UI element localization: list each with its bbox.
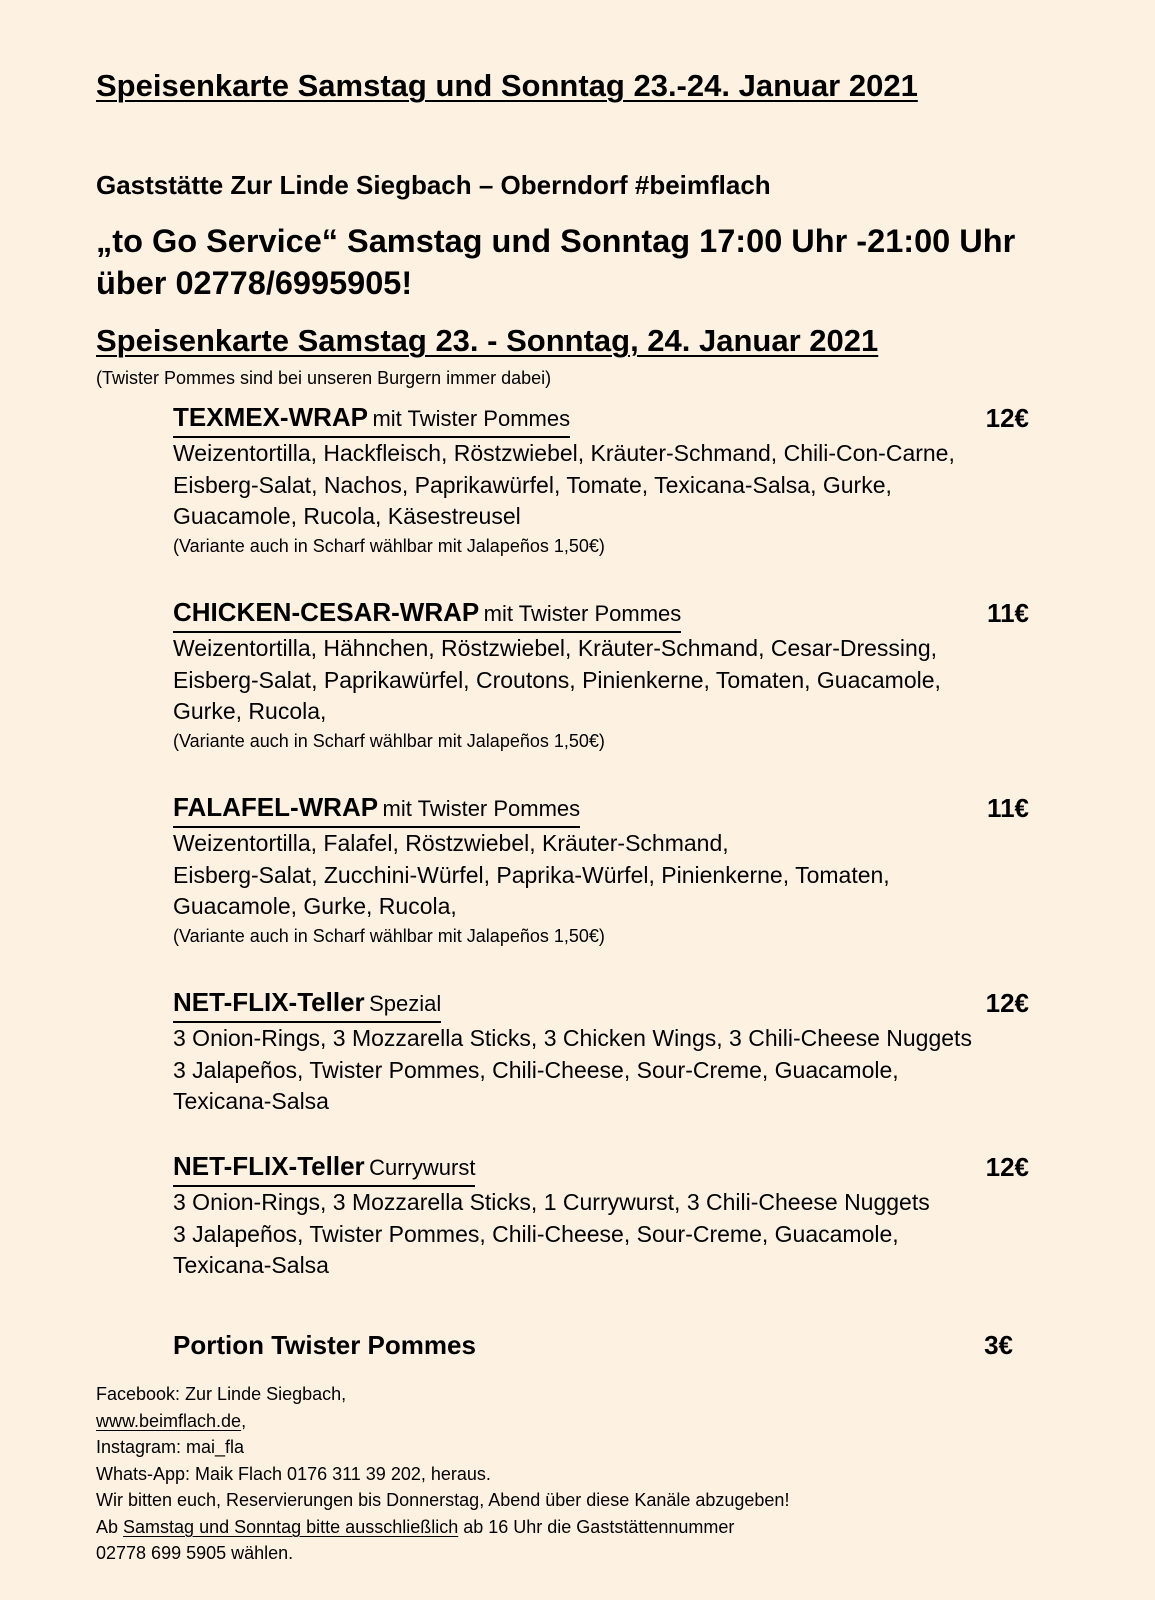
item-desc-line: Eisberg-Salat, Nachos, Paprikawürfel, Tomate, Texicana-Salsa, Gurke, [173,471,892,498]
restaurant-name: Gaststätte Zur Linde Siegbach – Oberndorf #beimflach [96,170,771,200]
item-name: NET-FLIX-Teller [173,987,365,1017]
facebook-line: Facebook: Zur Linde Siegbach, [96,1384,347,1404]
item-headline [173,598,681,633]
item-name: TEXMEX-WRAP [173,402,368,432]
item-name: Portion Twister Pommes [173,1330,476,1360]
website-line [96,1408,789,1435]
phone-emphasis: Samstag und Sonntag bitte ausschließlich [123,1516,459,1537]
item-desc-line: 3 Jalapeños, Twister Pommes, Chili-Cheese, Sour-Creme, Guacamole, [173,1056,899,1083]
menu-subtitle: Speisenkarte Samstag 23. - Sonntag, 24. Januar 2021 [96,323,879,358]
item-desc-line: Weizentortilla, Hackfleisch, Röstzwiebel, Kräuter-Schmand, Chili-Con-Carne, [173,440,955,466]
phone-suffix: ab 16 Uhr die Gaststättennummer [458,1516,735,1537]
website-link[interactable]: www.beimflach.de [96,1410,242,1431]
item-desc-line: Gurke, Rucola, [173,698,327,724]
item-name: NET-FLIX-Teller [173,1151,365,1181]
item-suffix: Spezial [369,991,442,1016]
phone-instruction-line [96,1514,789,1541]
item-headline [173,1152,475,1187]
item-desc-line: Eisberg-Salat, Paprikawürfel, Croutons, Pinienkerne, Tomaten, Guacamole, [173,666,941,693]
menu-item-falafel-wrap [173,793,1053,949]
item-price: 12€ [985,988,1029,1018]
menu-item-netflix-teller-spezial [173,988,1053,1118]
phone-number-line: 02778 699 5905 wählen. [96,1543,294,1563]
menu-item-portion-pommes [173,1330,1053,1364]
menu-item-netflix-teller-currywurst [173,1152,1053,1282]
instagram-line: Instagram: mai_fla [96,1437,245,1457]
item-variant-note: (Variante auch in Scharf wählbar mit Jalapeños 1,50€) [173,535,605,556]
item-desc-line: 3 Onion-Rings, 3 Mozzarella Sticks, 1 Currywurst, 3 Chili-Cheese Nuggets [173,1189,930,1215]
item-suffix: Currywurst [369,1155,476,1180]
item-desc-line: 3 Onion-Rings, 3 Mozzarella Sticks, 3 Chicken Wings, 3 Chili-Cheese Nuggets [173,1025,972,1051]
menu-item-chicken-cesar-wrap [173,598,1053,754]
page-title: Speisenkarte Samstag und Sonntag 23.-24. Januar 2021 [96,68,918,103]
item-desc-line: 3 Jalapeños, Twister Pommes, Chili-Cheese, Sour-Creme, Guacamole, [173,1220,899,1247]
whatsapp-line: Whats-App: Maik Flach 0176 311 39 202, heraus. [96,1463,491,1484]
item-desc-line: Texicana-Salsa [173,1252,329,1278]
item-price: 3€ [984,1330,1013,1360]
item-headline [173,793,580,828]
item-desc-line: Texicana-Salsa [173,1088,329,1114]
item-name: FALAFEL-WRAP [173,792,379,822]
togo-service-line: „to Go Service“ Samstag und Sonntag 17:00 Uhr -21:00 Uhr [96,223,1016,259]
menu-item-texmex-wrap [173,403,1053,559]
item-desc-line: Guacamole, Gurke, Rucola, [173,893,457,919]
item-desc-line: Eisberg-Salat, Zucchini-Würfel, Paprika-Würfel, Pinienkerne, Tomaten, [173,861,890,888]
item-suffix: mit Twister Pommes [483,601,682,626]
phone-prefix: Ab [96,1516,124,1537]
item-headline [173,403,570,438]
item-price: 12€ [985,403,1029,433]
item-price: 11€ [987,598,1029,628]
item-name: CHICKEN-CESAR-WRAP [173,597,480,627]
togo-phone-line: über 02778/6995905! [96,265,413,301]
item-variant-note: (Variante auch in Scharf wählbar mit Jalapeños 1,50€) [173,730,605,751]
item-price: 11€ [987,793,1029,823]
item-price: 12€ [985,1152,1029,1182]
item-headline [173,988,441,1023]
menu-note: (Twister Pommes sind bei unseren Burgern immer dabei) [96,368,552,388]
item-suffix: mit Twister Pommes [382,796,581,821]
item-variant-note: (Variante auch in Scharf wählbar mit Jalapeños 1,50€) [173,925,605,946]
reservation-line: Wir bitten euch, Reservierungen bis Donnerstag, Abend über diese Kanäle abzugeben! [96,1490,790,1510]
item-desc-line: Guacamole, Rucola, Käsestreusel [173,503,521,529]
item-suffix: mit Twister Pommes [372,406,571,431]
contact-footer [96,1381,789,1567]
item-desc-line: Weizentortilla, Falafel, Röstzwiebel, Kräuter-Schmand, [173,830,729,856]
website-suffix: , [241,1410,247,1431]
item-desc-line: Weizentortilla, Hähnchen, Röstzwiebel, Kräuter-Schmand, Cesar-Dressing, [173,635,938,661]
